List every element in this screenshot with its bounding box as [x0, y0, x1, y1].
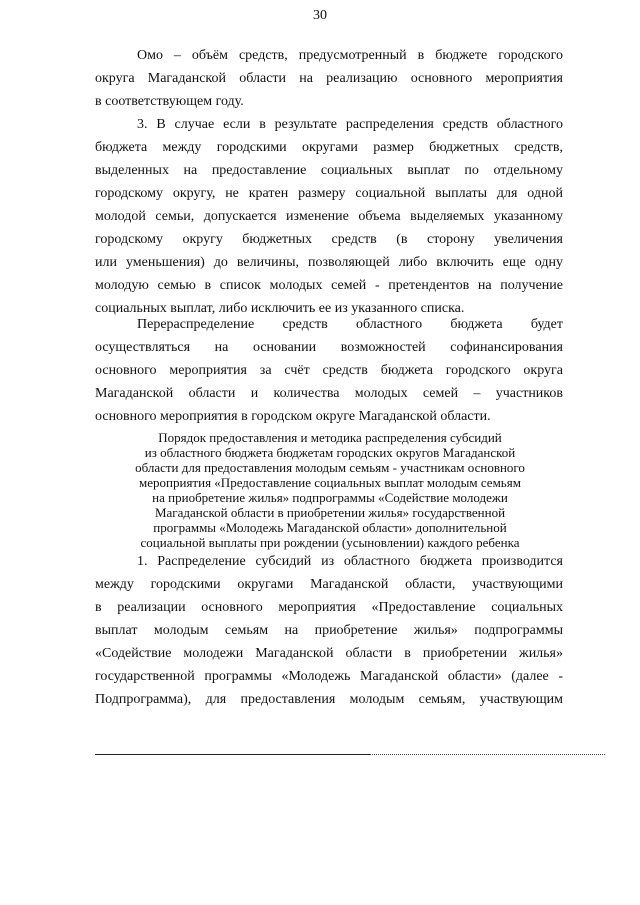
- text-line: основного мероприятия в городском округе Магаданской области.: [95, 409, 491, 424]
- text-line: молодой семьи, допускается изменение объема выделяемых указанному: [95, 209, 563, 224]
- heading-line: области для предоставления молодым семьям - участникам основного: [135, 460, 525, 475]
- text-line: Магаданской области и количества молодых семей – участников: [95, 386, 563, 401]
- text-line: выплат молодым семьям на приобретение жилья» подпрограммы: [95, 623, 563, 638]
- text-line: 3. В случае если в результате распределения средств областного: [137, 117, 563, 132]
- text-line: округа Магаданской области на реализацию основного мероприятия: [95, 71, 563, 86]
- text-line: в соответствующем году.: [95, 94, 244, 109]
- text-line: основного мероприятия за счёт средств бюджета городского округа: [95, 363, 563, 378]
- heading-line: Порядок предоставления и методика распределения субсидий: [158, 430, 502, 445]
- text-line: социальных выплат, либо исключить ее из указанного списка.: [95, 301, 465, 316]
- text-line: между городскими округами Магаданской области, участвующими: [95, 577, 563, 592]
- paragraph-redistribution: [95, 313, 563, 428]
- text-line: в реализации основного мероприятия «Предоставление социальных: [95, 600, 563, 615]
- heading-line: социальной выплаты при рождении (усыновлении) каждого ребенка: [140, 535, 520, 550]
- footer-rule-solid: [95, 754, 370, 755]
- paragraph-clause-1: [95, 550, 563, 711]
- section-heading: [95, 430, 565, 550]
- heading-line: программы «Молодежь Магаданской области» дополнительной: [153, 520, 507, 535]
- text-line: или уменьшения) до величины, позволяющей либо включить еще одну: [95, 255, 563, 270]
- text-line: государственной программы «Молодежь Магаданской области» (далее -: [95, 669, 563, 684]
- text-line: выделенных на предоставление социальных выплат по отдельному: [95, 163, 563, 178]
- text-line: молодую семью в список молодых семей - претендентов на получение: [95, 278, 563, 293]
- text-line: Подпрограмма), для предоставления молодым семьям, участвующим: [95, 692, 563, 707]
- footer-rule-dotted: [370, 754, 605, 755]
- heading-line: мероприятия «Предоставление социальных выплат молодым семьям: [139, 475, 521, 490]
- text-line: бюджета между городскими округами размер бюджетных средств,: [95, 140, 563, 155]
- text-line: городскому округу бюджетных средств (в сторону увеличения: [95, 232, 563, 247]
- heading-line: на приобретение жилья» подпрограммы «Содействие молодежи: [152, 490, 508, 505]
- paragraph-omo-definition: [95, 44, 563, 113]
- heading-line: Магаданской области в приобретении жилья» государственной: [154, 505, 506, 520]
- text-line: Омо – объём средств, предусмотренный в бюджете городского: [137, 48, 563, 63]
- text-line: осуществляться на основании возможностей софинансирования: [95, 340, 563, 355]
- heading-line: из областного бюджета бюджетам городских округов Магаданской: [144, 445, 516, 460]
- text-line: «Содействие молодежи Магаданской области в приобретении жилья»: [95, 646, 563, 661]
- page-number: 30: [313, 8, 327, 23]
- text-line: 1. Распределение субсидий из областного бюджета производится: [137, 554, 563, 569]
- text-line: Перераспределение средств областного бюджета будет: [137, 317, 563, 332]
- paragraph-clause-3: [95, 113, 563, 320]
- text-line: городскому округу, не кратен размеру социальной выплаты для одной: [95, 186, 563, 201]
